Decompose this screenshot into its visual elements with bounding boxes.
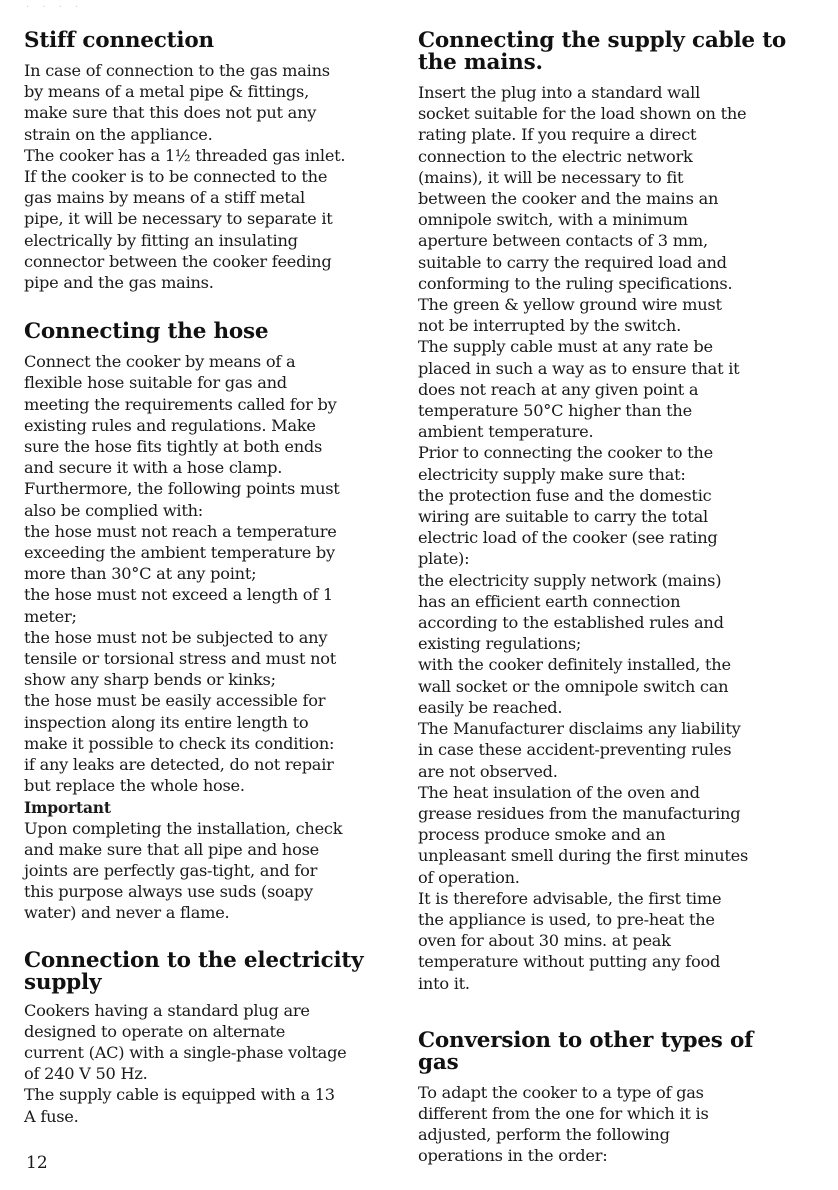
- body-line: unpleasant smell during the first minutes: [418, 846, 749, 866]
- body-line: In case of connection to the gas mains: [24, 61, 330, 80]
- body-line: if any leaks are detected, do not repair: [24, 755, 334, 775]
- important-body: [24, 818, 396, 924]
- body-line: make sure that this does not put any: [24, 103, 317, 123]
- body-line: ambient temperature.: [418, 422, 594, 442]
- section-spacer: [24, 924, 396, 950]
- body-line: The supply cable is equipped with a 13: [24, 1085, 335, 1105]
- supply-cable-section: [418, 30, 794, 994]
- body-line: according to the established rules and: [418, 613, 724, 633]
- body-line: Insert the plug into a standard wall: [418, 83, 701, 102]
- electricity-supply-body: [24, 1000, 396, 1127]
- body-line: and secure it with a hose clamp.: [24, 458, 283, 478]
- body-line: existing regulations;: [418, 634, 582, 654]
- heading-line: Connection to the electricity: [24, 947, 364, 973]
- body-line: omnipole switch, with a minimum: [418, 210, 688, 230]
- body-line: into it.: [418, 973, 470, 993]
- body-line: suitable to carry the required load and: [418, 252, 727, 272]
- gas-conversion-heading: Conversion to other types of gas: [418, 1027, 754, 1075]
- body-line: flexible hose suitable for gas and: [24, 373, 287, 393]
- body-line: inspection along its entire length to: [24, 712, 309, 732]
- gas-conversion-body: [418, 1082, 794, 1167]
- body-line: It is therefore advisable, the first time: [418, 888, 722, 908]
- section-spacer: [24, 293, 396, 321]
- body-line: wiring are suitable to carry the total: [418, 507, 708, 527]
- body-line: the hose must not reach a temperature: [24, 521, 337, 541]
- body-line: (mains), it will be necessary to fit: [418, 167, 684, 187]
- body-line: oven for about 30 mins. at peak: [418, 931, 671, 951]
- body-line: process produce smoke and an: [418, 825, 666, 845]
- body-line: connection to the electric network: [418, 146, 693, 166]
- section-spacer: [418, 994, 794, 1030]
- body-line: different from the one for which it is: [418, 1103, 709, 1123]
- body-line: temperature 50°C higher than the: [418, 401, 692, 421]
- body-line: joints are perfectly gas-tight, and for: [24, 860, 318, 880]
- heading-line: supply: [24, 969, 102, 995]
- right-column: [418, 30, 794, 1167]
- body-line: tensile or torsional stress and must not: [24, 649, 337, 669]
- body-line: this purpose always use suds (soapy: [24, 882, 313, 902]
- body-line: between the cooker and the mains an: [418, 189, 719, 209]
- body-line: not be interrupted by the switch.: [418, 316, 681, 336]
- body-line: gas mains by means of a stiff metal: [24, 188, 305, 208]
- important-label: Important: [24, 797, 111, 817]
- body-line: are not observed.: [418, 761, 558, 781]
- body-line: Furthermore, the following points must: [24, 479, 340, 499]
- connecting-hose-section: [24, 321, 396, 923]
- body-line: of 240 V 50 Hz.: [24, 1064, 148, 1084]
- body-line: the electricity supply network (mains): [418, 570, 722, 590]
- body-line: of operation.: [418, 867, 520, 887]
- body-line: Upon completing the installation, check: [24, 818, 343, 838]
- body-line: current (AC) with a single-phase voltage: [24, 1042, 347, 1062]
- body-line: does not reach at any given point a: [418, 379, 699, 399]
- body-line: temperature without putting any food: [418, 952, 721, 972]
- body-line: connector between the cooker feeding: [24, 251, 332, 271]
- body-line: electrically by fitting an insulating: [24, 230, 298, 250]
- body-line: by means of a metal pipe & fittings,: [24, 82, 309, 102]
- electricity-supply-heading: [24, 947, 396, 995]
- body-line: but replace the whole hose.: [24, 776, 245, 796]
- stiff-connection-section: [24, 30, 396, 293]
- scan-marks: · · · ·: [26, 2, 84, 13]
- body-line: water) and never a flame.: [24, 903, 230, 923]
- body-line: conforming to the ruling specifications.: [418, 273, 733, 293]
- body-line: the hose must not exceed a length of 1: [24, 585, 333, 605]
- heading-line: Connecting the supply cable to: [418, 28, 787, 53]
- page-number: 12: [26, 1153, 48, 1173]
- body-line: A fuse.: [24, 1106, 79, 1126]
- body-line: and make sure that all pipe and hose: [24, 839, 319, 859]
- connecting-hose-body: [24, 351, 396, 796]
- body-line: meter;: [24, 606, 77, 626]
- body-line: pipe, it will be necessary to separate it: [24, 209, 333, 229]
- body-line: in case these accident-preventing rules: [418, 740, 732, 760]
- body-line: pipe and the gas mains.: [24, 273, 214, 293]
- body-line: Connect the cooker by means of a: [24, 352, 296, 372]
- body-line: Prior to connecting the cooker to the: [418, 443, 713, 463]
- body-line: If the cooker is to be connected to the: [24, 167, 328, 187]
- body-line: meeting the requirements called for by: [24, 394, 337, 414]
- body-line: make it possible to check its condition:: [24, 733, 335, 753]
- body-line: operations in the order:: [418, 1146, 608, 1166]
- body-line: Cookers having a standard plug are: [24, 1000, 310, 1020]
- body-line: sure the hose fits tightly at both ends: [24, 437, 323, 457]
- body-line: the appliance is used, to pre-heat the: [418, 909, 715, 929]
- body-line: aperture between contacts of 3 mm,: [418, 231, 708, 251]
- body-line: designed to operate on alternate: [24, 1021, 286, 1041]
- body-line: the hose must not be subjected to any: [24, 627, 328, 647]
- body-line: existing rules and regulations. Make: [24, 415, 316, 435]
- body-line: adjusted, perform the following: [418, 1125, 670, 1145]
- body-line: exceeding the ambient temperature by: [24, 543, 335, 563]
- body-line: easily be reached.: [418, 697, 563, 717]
- body-line: placed in such a way as to ensure that it: [418, 358, 740, 378]
- body-line: rating plate. If you require a direct: [418, 125, 697, 145]
- body-line: plate):: [418, 549, 470, 569]
- body-line: The heat insulation of the oven and: [418, 782, 700, 802]
- body-line: show any sharp bends or kinks;: [24, 670, 276, 690]
- stiff-connection-heading: Stiff connection: [24, 28, 214, 53]
- body-line: socket suitable for the load shown on the: [418, 104, 747, 124]
- body-line: The green & yellow ground wire must: [418, 295, 722, 315]
- body-line: also be complied with:: [24, 500, 203, 520]
- body-line: grease residues from the manufacturing: [418, 803, 741, 823]
- body-line: The Manufacturer disclaims any liability: [418, 719, 741, 739]
- heading-line: the mains.: [418, 50, 543, 75]
- connecting-hose-heading: Connecting the hose: [24, 319, 269, 345]
- supply-cable-body: [418, 82, 794, 994]
- body-line: the protection fuse and the domestic: [418, 485, 712, 505]
- body-line: has an efficient earth connection: [418, 591, 681, 611]
- supply-cable-heading: [418, 30, 794, 74]
- left-column: [24, 30, 396, 1127]
- body-line: wall socket or the omnipole switch can: [418, 676, 729, 696]
- body-line: more than 30°C at any point;: [24, 564, 257, 584]
- body-line: electricity supply make sure that:: [418, 464, 686, 484]
- body-line: electric load of the cooker (see rating: [418, 528, 718, 548]
- body-line: The supply cable must at any rate be: [418, 337, 713, 357]
- body-line: The cooker has a 1½ threaded gas inlet.: [24, 145, 346, 165]
- stiff-connection-body: [24, 60, 396, 293]
- body-line: strain on the appliance.: [24, 124, 213, 144]
- body-line: the hose must be easily accessible for: [24, 691, 326, 711]
- body-line: To adapt the cooker to a type of gas: [418, 1082, 704, 1102]
- gas-conversion-section: [418, 1027, 794, 1167]
- body-line: with the cooker definitely installed, the: [418, 655, 731, 675]
- electricity-supply-section: [24, 947, 396, 1127]
